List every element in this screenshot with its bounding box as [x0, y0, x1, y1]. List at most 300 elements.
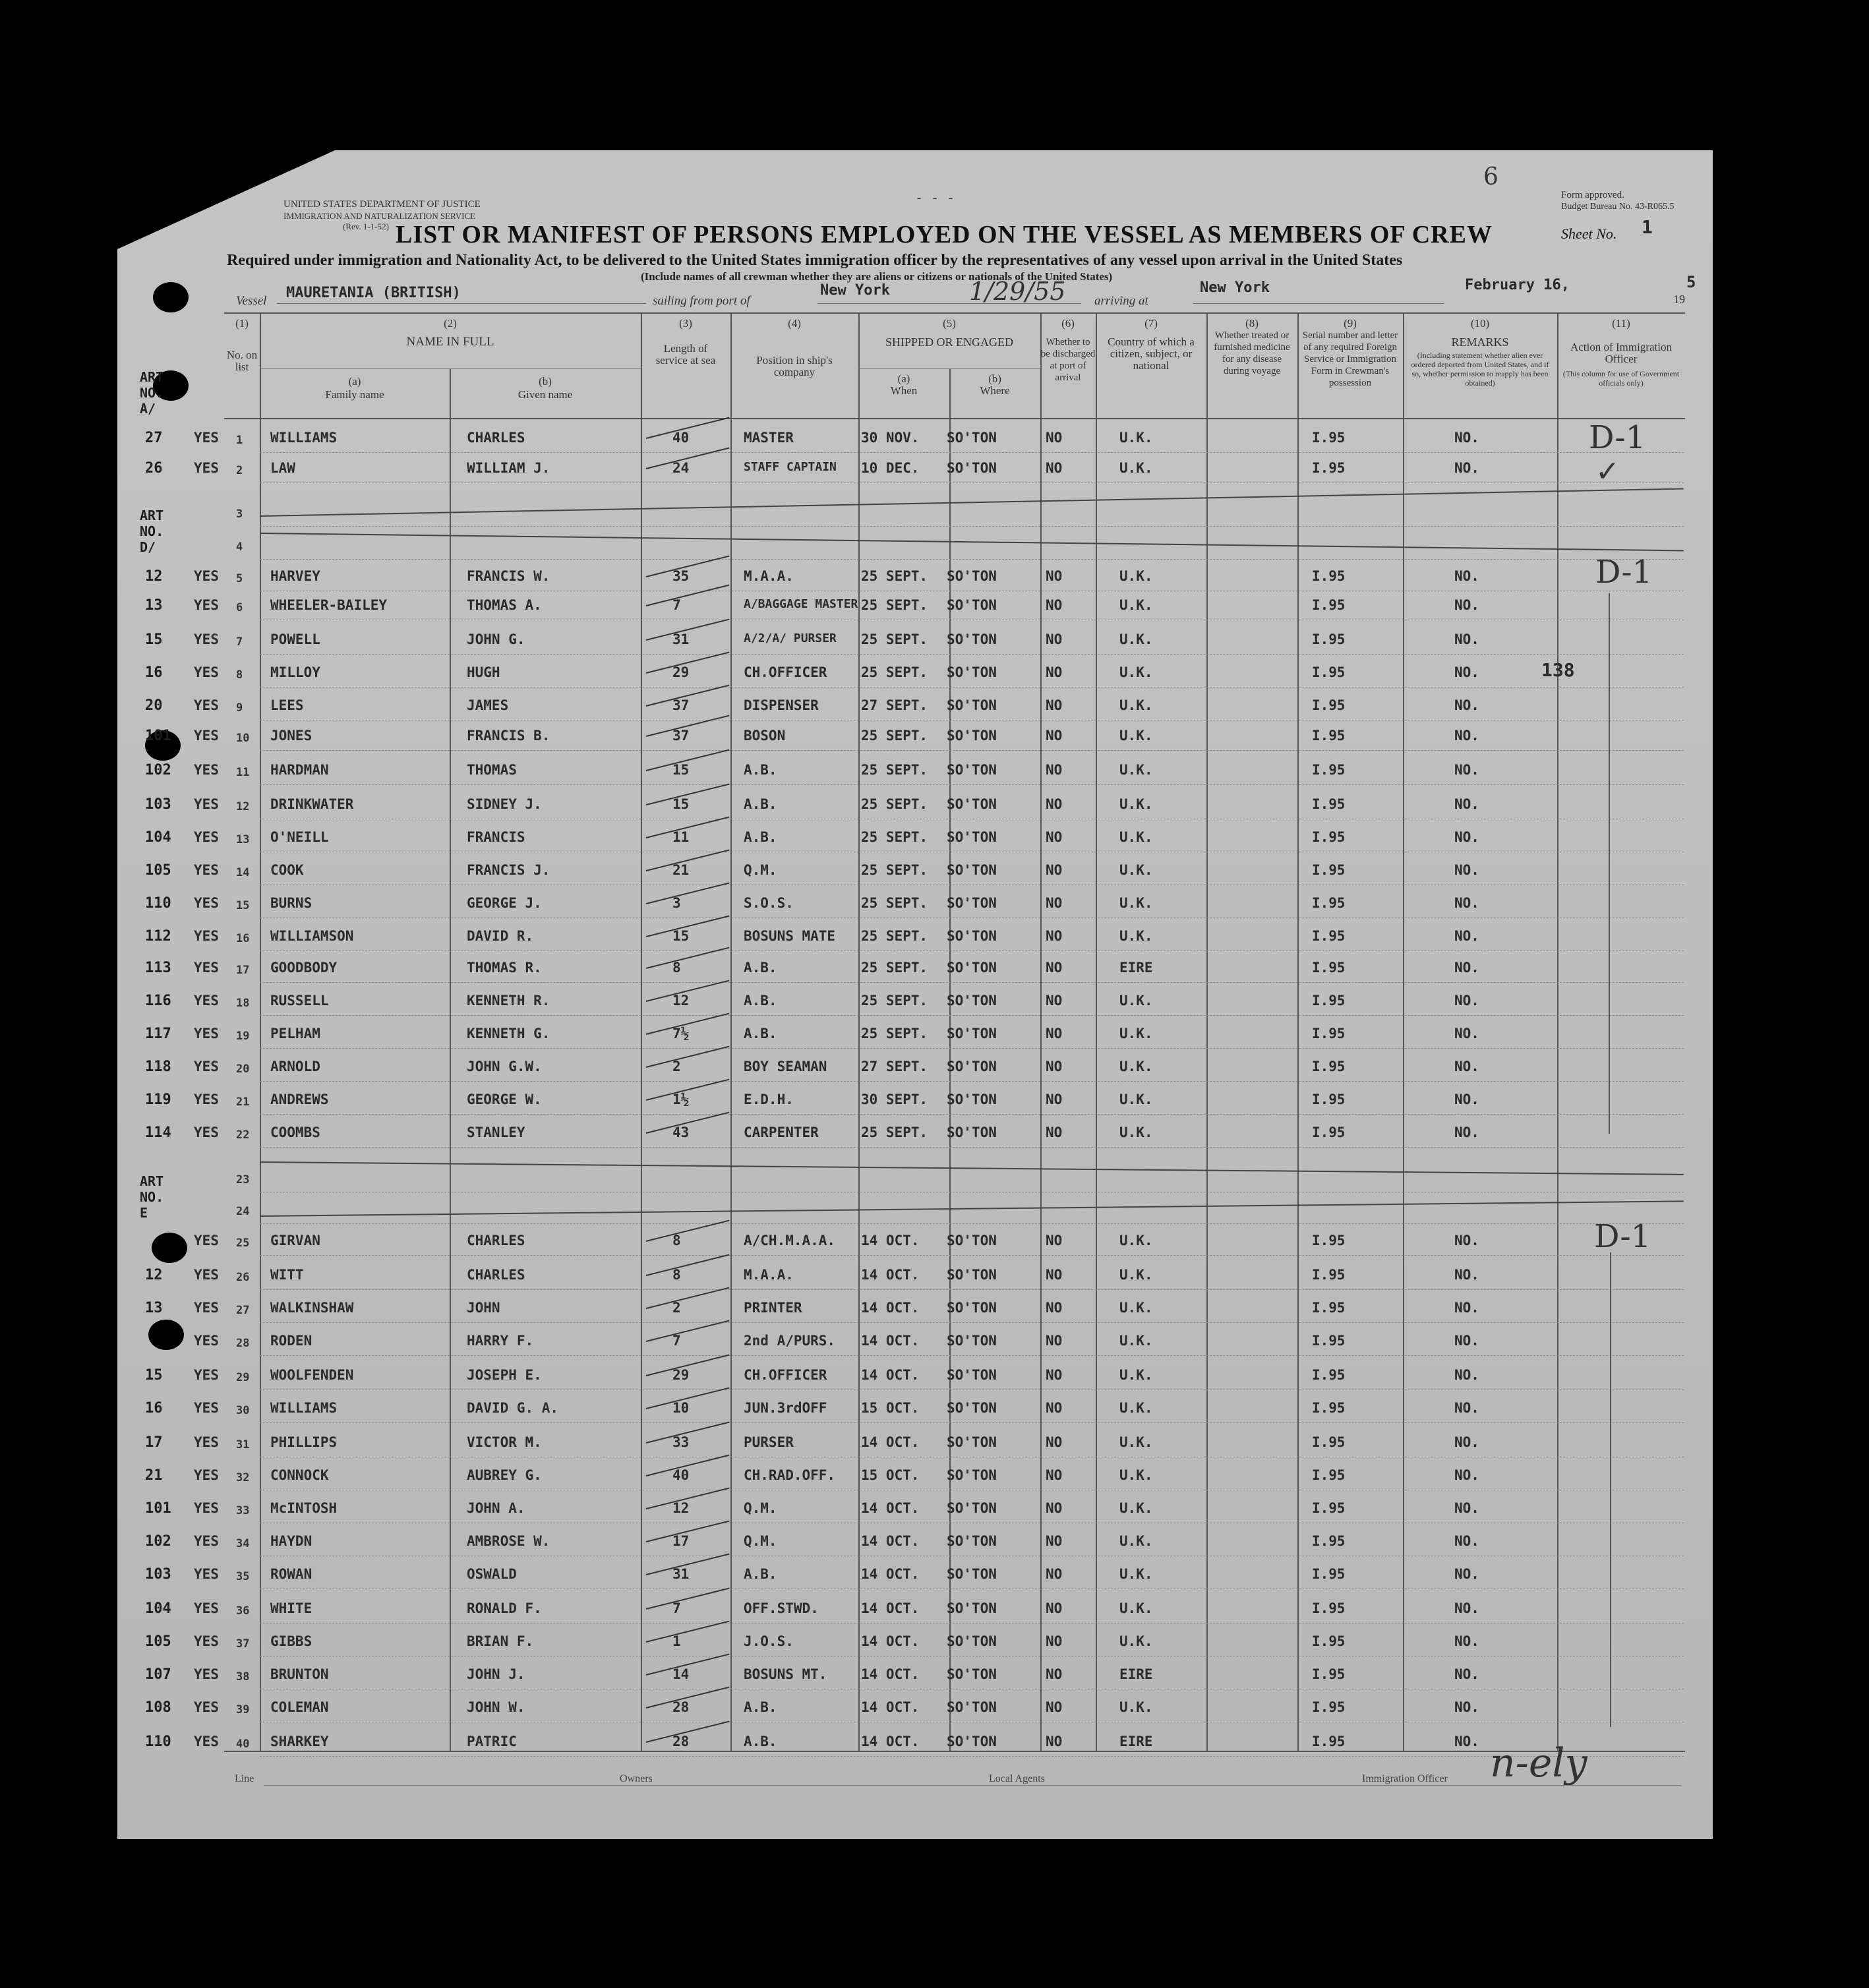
col5a-number: (a) — [897, 372, 910, 385]
row-country: U.K. — [1119, 1267, 1153, 1283]
row-list-number: 18 — [236, 997, 250, 1010]
row-remarks: NO. — [1454, 762, 1479, 778]
row-country: U.K. — [1119, 1333, 1153, 1349]
row-remarks: NO. — [1454, 1633, 1479, 1649]
row-family-name: ROWAN — [270, 1566, 312, 1582]
row-shipped-when: 10 DEC. — [861, 460, 920, 476]
row-service-years: 7 — [672, 1600, 681, 1616]
row-yes-mark: YES — [194, 1367, 219, 1383]
row-shipped-where: SO'TON — [947, 1434, 997, 1450]
arriving-label: arriving at — [1094, 294, 1148, 308]
row-given-name: JOHN W. — [467, 1699, 525, 1715]
row-given-name: AMBROSE W. — [467, 1533, 550, 1549]
row-remarks: NO. — [1454, 1300, 1479, 1316]
row-service-years: 2 — [672, 1059, 681, 1074]
row-yes-mark: YES — [194, 762, 219, 778]
col11-number: (11) — [1612, 317, 1630, 330]
row-yes-mark: YES — [194, 796, 219, 812]
row-art-number: 16 — [145, 1400, 163, 1417]
row-discharge: NO — [1046, 1699, 1063, 1715]
row-art-number: 103 — [145, 796, 171, 813]
col6-number: (6) — [1061, 317, 1075, 330]
row-remarks: NO. — [1454, 430, 1479, 446]
row-remarks: NO. — [1454, 1267, 1479, 1283]
row-shipped-where: SO'TON — [947, 1566, 997, 1582]
table-row — [132, 1425, 1688, 1458]
row-shipped-where: SO'TON — [947, 1666, 997, 1682]
row-list-number: 30 — [236, 1404, 250, 1417]
row-position: MASTER — [744, 430, 794, 446]
row-service-years: 37 — [672, 697, 690, 713]
art-label-d: ART NO. D/ — [140, 508, 164, 555]
row-position: A/2/A/ PURSER — [744, 631, 837, 645]
row-art-number: 114 — [145, 1125, 171, 1141]
arrival-underline — [1193, 303, 1444, 304]
row-remarks: NO. — [1454, 960, 1479, 976]
row-country: U.K. — [1119, 1699, 1153, 1715]
service-strike-mark — [646, 1254, 730, 1276]
row-serial-form: I.95 — [1312, 664, 1346, 680]
row-service-years: 40 — [672, 430, 690, 446]
row-serial-form: I.95 — [1312, 993, 1346, 1009]
row-serial-form: I.95 — [1312, 631, 1346, 647]
row-shipped-when: 14 OCT. — [861, 1333, 920, 1349]
row-rule — [260, 526, 1684, 527]
row-list-number: 32 — [236, 1471, 250, 1484]
row-country: U.K. — [1119, 631, 1153, 647]
row-position: CH.RAD.OFF. — [744, 1467, 836, 1483]
row-rule — [260, 1147, 1684, 1148]
row-art-number: 105 — [145, 1633, 171, 1650]
row-country: U.K. — [1119, 1059, 1153, 1074]
row-remarks: NO. — [1454, 895, 1479, 911]
row-serial-form: I.95 — [1312, 1566, 1346, 1582]
row-art-number: 105 — [145, 862, 171, 879]
row-country: U.K. — [1119, 895, 1153, 911]
row-yes-mark: YES — [194, 1600, 219, 1616]
row-art-number: 101 — [145, 728, 171, 744]
row-position: Q.M. — [744, 1500, 777, 1516]
row-position: A.B. — [744, 960, 777, 976]
row-shipped-when: 14 OCT. — [861, 1666, 920, 1682]
row-service-years: 12 — [672, 993, 690, 1009]
row-service-years: 7½ — [672, 1026, 690, 1041]
row-remarks: NO. — [1454, 1533, 1479, 1549]
row-given-name: JOHN G. — [467, 631, 525, 647]
agency-line-1: UNITED STATES DEPARTMENT OF JUSTICE — [283, 199, 481, 210]
table-row — [132, 494, 1688, 527]
row-rule — [260, 1048, 1684, 1049]
row-rule — [260, 1756, 1684, 1757]
form-revision: (Rev. 1-1-52) — [343, 221, 389, 231]
row-family-name: GOODBODY — [270, 960, 338, 976]
row-discharge: NO — [1046, 568, 1063, 584]
row-art-number: 113 — [145, 960, 171, 976]
row-country: U.K. — [1119, 1400, 1153, 1416]
row-rule — [260, 1114, 1684, 1115]
col10-note: (Including statement whether alien ever ordered deported from United States, and if so, whether permission to reapply has been obtained) — [1411, 351, 1549, 388]
row-shipped-where: SO'TON — [947, 928, 997, 944]
row-list-number: 6 — [236, 601, 243, 614]
row-position: Q.M. — [744, 862, 777, 878]
row-given-name: KENNETH G. — [467, 1026, 550, 1041]
row-service-years: 10 — [672, 1400, 690, 1416]
row-serial-form: I.95 — [1312, 1026, 1346, 1041]
row-yes-mark: YES — [194, 664, 219, 680]
row-position: Q.M. — [744, 1533, 777, 1549]
table-row — [132, 1223, 1688, 1256]
row-shipped-when: 25 SEPT. — [861, 960, 928, 976]
row-serial-form: I.95 — [1312, 1267, 1346, 1283]
col10-number: (10) — [1470, 317, 1490, 330]
row-shipped-when: 25 SEPT. — [861, 862, 928, 878]
row-list-number: 21 — [236, 1096, 250, 1109]
row-shipped-where: SO'TON — [947, 1300, 997, 1316]
row-serial-form: I.95 — [1312, 1467, 1346, 1483]
row-service-years: 1 — [672, 1633, 681, 1649]
row-yes-mark: YES — [194, 993, 219, 1009]
row-given-name: KENNETH R. — [467, 993, 550, 1009]
col2a-header: Family name — [325, 388, 384, 401]
col5b-number: (b) — [988, 372, 1001, 385]
row-service-years: 2 — [672, 1300, 681, 1316]
row-remarks: NO. — [1454, 1333, 1479, 1349]
row-remarks: NO. — [1454, 568, 1479, 584]
row-family-name: O'NEILL — [270, 829, 329, 845]
row-country: U.K. — [1119, 1026, 1153, 1041]
row-shipped-where: SO'TON — [947, 1367, 997, 1383]
row-serial-form: I.95 — [1312, 1600, 1346, 1616]
row-given-name: JOHN — [467, 1300, 500, 1316]
row-yes-mark: YES — [194, 430, 219, 446]
row-rule — [260, 750, 1684, 751]
row-yes-mark: YES — [194, 1267, 219, 1283]
col4-number: (4) — [788, 317, 801, 330]
row-yes-mark: YES — [194, 1059, 219, 1074]
row-list-number: 11 — [236, 766, 250, 779]
row-position: BOSUNS MATE — [744, 928, 836, 944]
row-position: JUN.3rdOFF — [744, 1400, 827, 1416]
row-discharge: NO — [1046, 728, 1063, 744]
row-remarks: NO. — [1454, 697, 1479, 713]
row-position: A/CH.M.A.A. — [744, 1233, 836, 1248]
row-service-years: 8 — [672, 1267, 681, 1283]
row-service-years: 17 — [672, 1533, 690, 1549]
row-discharge: NO — [1046, 1533, 1063, 1549]
table-row — [132, 1258, 1688, 1291]
row-shipped-when: 25 SEPT. — [861, 631, 928, 647]
row-rule — [260, 1255, 1684, 1256]
row-shipped-where: SO'TON — [947, 460, 997, 476]
row-country: U.K. — [1119, 1467, 1153, 1483]
row-yes-mark: YES — [194, 1026, 219, 1041]
row-remarks: NO. — [1454, 1467, 1479, 1483]
row-list-number: 34 — [236, 1537, 250, 1550]
row-serial-form: I.95 — [1312, 862, 1346, 878]
row-shipped-when: 14 OCT. — [861, 1633, 920, 1649]
row-family-name: SHARKEY — [270, 1734, 329, 1749]
table-row — [132, 527, 1688, 560]
row-family-name: COLEMAN — [270, 1699, 329, 1715]
row-art-number: 102 — [145, 1533, 171, 1550]
col5a-header: When — [890, 384, 918, 397]
vessel-label: Vessel — [236, 294, 267, 308]
row-given-name: OSWALD — [467, 1566, 517, 1582]
row-country: U.K. — [1119, 862, 1153, 878]
year-prefix: 19 — [1673, 293, 1685, 306]
table-row — [132, 919, 1688, 952]
row-discharge: NO — [1046, 1125, 1063, 1140]
row-family-name: McINTOSH — [270, 1500, 338, 1516]
row-discharge: NO — [1046, 1566, 1063, 1582]
row-art-number: 119 — [145, 1092, 171, 1108]
row-family-name: HAYDN — [270, 1533, 312, 1549]
footer-rule — [264, 1785, 1681, 1786]
row-serial-form: I.95 — [1312, 1633, 1346, 1649]
row-yes-mark: YES — [194, 1734, 219, 1749]
row-art-number: 117 — [145, 1026, 171, 1042]
row-shipped-where: SO'TON — [947, 862, 997, 878]
row-yes-mark: YES — [194, 1666, 219, 1682]
row-given-name: DAVID R. — [467, 928, 534, 944]
row-given-name: CHARLES — [467, 1233, 525, 1248]
table-header-rule — [224, 418, 1685, 419]
row-shipped-where: SO'TON — [947, 1092, 997, 1107]
row-given-name: THOMAS — [467, 762, 517, 778]
row-discharge: NO — [1046, 895, 1063, 911]
col1-number: (1) — [235, 317, 249, 330]
row-remarks: NO. — [1454, 862, 1479, 878]
row-service-years: 29 — [672, 1367, 690, 1383]
row-art-number: 104 — [145, 1600, 171, 1617]
row-country: U.K. — [1119, 829, 1153, 845]
row-discharge: NO — [1046, 664, 1063, 680]
row-serial-form: I.95 — [1312, 1434, 1346, 1450]
row-serial-form: I.95 — [1312, 1400, 1346, 1416]
row-list-number: 5 — [236, 572, 243, 585]
row-remarks: NO. — [1454, 1600, 1479, 1616]
row-remarks: NO. — [1454, 1059, 1479, 1074]
row-country: U.K. — [1119, 597, 1153, 613]
row-remarks: NO. — [1454, 1367, 1479, 1383]
row-discharge: NO — [1046, 1026, 1063, 1041]
row-discharge: NO — [1046, 1467, 1063, 1483]
row-given-name: VICTOR M. — [467, 1434, 542, 1450]
row-position: PRINTER — [744, 1300, 802, 1316]
row-rule — [260, 784, 1684, 785]
row-given-name: RONALD F. — [467, 1600, 542, 1616]
row-rule — [260, 1289, 1684, 1290]
row-discharge: NO — [1046, 1666, 1063, 1682]
row-remarks: NO. — [1454, 993, 1479, 1009]
row-serial-form: I.95 — [1312, 568, 1346, 584]
table-row — [132, 886, 1688, 919]
row-country: U.K. — [1119, 762, 1153, 778]
row-remarks: NO. — [1454, 1026, 1479, 1041]
row-country: U.K. — [1119, 460, 1153, 476]
row-shipped-when: 25 SEPT. — [861, 895, 928, 911]
row-list-number: 7 — [236, 635, 243, 649]
row-discharge: NO — [1046, 430, 1063, 446]
row-art-number: 21 — [145, 1467, 163, 1484]
row-given-name: CHARLES — [467, 1267, 525, 1283]
row-remarks: NO. — [1454, 664, 1479, 680]
row-serial-form: I.95 — [1312, 762, 1346, 778]
row-art-number: 108 — [145, 1699, 171, 1716]
handwritten-d1: D-1 — [1595, 554, 1653, 591]
row-list-number: 28 — [236, 1337, 250, 1350]
row-position: E.D.H. — [744, 1092, 794, 1107]
row-service-years: 1½ — [672, 1092, 690, 1107]
row-country: EIRE — [1119, 960, 1153, 976]
row-remarks: NO. — [1454, 1500, 1479, 1516]
row-list-number: 17 — [236, 964, 250, 977]
row-service-years: 31 — [672, 1566, 690, 1582]
table-row — [132, 421, 1688, 453]
row-shipped-where: SO'TON — [947, 1600, 997, 1616]
row-country: U.K. — [1119, 568, 1153, 584]
row-service-years: 40 — [672, 1467, 690, 1483]
row-list-number: 9 — [236, 701, 243, 715]
table-row — [132, 559, 1688, 592]
row-given-name: JOHN G.W. — [467, 1059, 542, 1074]
row-shipped-when: 25 SEPT. — [861, 1026, 928, 1041]
service-strike-mark — [646, 1287, 730, 1309]
row-shipped-where: SO'TON — [947, 895, 997, 911]
row-family-name: GIRVAN — [270, 1233, 320, 1248]
row-yes-mark: YES — [194, 862, 219, 878]
row-service-years: 15 — [672, 928, 690, 944]
row-yes-mark: YES — [194, 697, 219, 713]
row-list-number: 15 — [236, 899, 250, 912]
row-shipped-when: 25 SEPT. — [861, 993, 928, 1009]
row-yes-mark: YES — [194, 1633, 219, 1649]
row-list-number: 2 — [236, 464, 243, 477]
page-title: LIST OR MANIFEST OF PERSONS EMPLOYED ON THE VESSEL AS MEMBERS OF CREW — [396, 221, 1493, 248]
row-yes-mark: YES — [194, 1333, 219, 1349]
row-serial-form: I.95 — [1312, 1233, 1346, 1248]
row-shipped-where: SO'TON — [947, 597, 997, 613]
row-shipped-when: 14 OCT. — [861, 1434, 920, 1450]
row-list-number: 37 — [236, 1637, 250, 1651]
row-discharge: NO — [1046, 460, 1063, 476]
row-shipped-when: 14 OCT. — [861, 1367, 920, 1383]
col8-header: Whether treated or furnished medicine for any disease during voyage — [1214, 330, 1290, 376]
row-given-name: GEORGE W. — [467, 1092, 542, 1107]
row-family-name: WHEELER-BAILEY — [270, 597, 388, 613]
row-remarks: NO. — [1454, 1233, 1479, 1248]
row-serial-form: I.95 — [1312, 1699, 1346, 1715]
row-serial-form: I.95 — [1312, 895, 1346, 911]
row-shipped-when: 27 SEPT. — [861, 697, 928, 713]
row-position: BOSON — [744, 728, 786, 744]
row-art-number: 27 — [145, 430, 163, 446]
row-country: U.K. — [1119, 1233, 1153, 1248]
row-rule — [260, 982, 1684, 983]
row-list-number: 29 — [236, 1371, 250, 1384]
row-position: M.A.A. — [744, 1267, 794, 1283]
row-country: U.K. — [1119, 697, 1153, 713]
row-list-number: 4 — [236, 541, 243, 554]
row-shipped-when: 14 OCT. — [861, 1734, 920, 1749]
row-service-years: 28 — [672, 1699, 690, 1715]
budget-number: Budget Bureau No. 43-R065.5 — [1561, 202, 1675, 212]
row-service-years: 31 — [672, 631, 690, 647]
service-strike-mark — [646, 1220, 730, 1242]
row-shipped-where: SO'TON — [947, 1233, 997, 1248]
row-yes-mark: YES — [194, 1092, 219, 1107]
row-family-name: WILLIAMSON — [270, 928, 354, 944]
handwritten-d1: D-1 — [1594, 1218, 1651, 1255]
col1-header: No. on list — [226, 349, 258, 373]
row-position: A.B. — [744, 993, 777, 1009]
row-list-number: 20 — [236, 1063, 250, 1076]
row-serial-form: I.95 — [1312, 1300, 1346, 1316]
row-family-name: RUSSELL — [270, 993, 329, 1009]
col4-header: Position in ship's company — [756, 354, 833, 378]
row-shipped-where: SO'TON — [947, 1734, 997, 1749]
row-art-number: 13 — [145, 1300, 163, 1316]
row-list-number: 13 — [236, 833, 250, 846]
col5-header: SHIPPED OR ENGAGED — [885, 336, 1013, 349]
row-position: BOY SEAMAN — [744, 1059, 827, 1074]
table-row — [132, 1391, 1688, 1424]
row-position: CARPENTER — [744, 1125, 819, 1140]
table-row — [132, 950, 1688, 983]
row-art-number: 20 — [145, 697, 163, 714]
service-strike-mark — [646, 1046, 730, 1068]
row-shipped-when: 14 OCT. — [861, 1233, 920, 1248]
row-art-number: 102 — [145, 762, 171, 778]
row-shipped-when: 15 OCT. — [861, 1400, 920, 1416]
row-art-number: 15 — [145, 1367, 163, 1384]
row-list-number: 24 — [236, 1205, 250, 1218]
row-shipped-when: 25 SEPT. — [861, 796, 928, 812]
row-service-years: 7 — [672, 597, 681, 613]
punch-hole — [153, 282, 189, 312]
row-list-number: 16 — [236, 932, 250, 945]
row-serial-form: I.95 — [1312, 697, 1346, 713]
row-shipped-when: 14 OCT. — [861, 1300, 920, 1316]
col9-number: (9) — [1344, 317, 1357, 330]
handwritten-d1: D-1 — [1589, 419, 1646, 456]
sailing-label: sailing from port of — [653, 294, 750, 308]
table-row — [132, 1690, 1688, 1723]
row-position: STAFF CAPTAIN — [744, 460, 837, 474]
row-family-name: WILLIAMS — [270, 1400, 338, 1416]
row-yes-mark: YES — [194, 829, 219, 845]
row-position: A.B. — [744, 1026, 777, 1041]
row-art-number: 17 — [145, 1434, 163, 1451]
row-yes-mark: YES — [194, 928, 219, 944]
row-yes-mark: YES — [194, 1467, 219, 1483]
row-country: U.K. — [1119, 728, 1153, 744]
row-remarks: NO. — [1454, 928, 1479, 944]
row-service-years: 8 — [672, 1233, 681, 1248]
row-family-name: PELHAM — [270, 1026, 320, 1041]
row-country: U.K. — [1119, 430, 1153, 446]
row-country: U.K. — [1119, 1633, 1153, 1649]
row-serial-form: I.95 — [1312, 796, 1346, 812]
table-row — [132, 1624, 1688, 1657]
row-given-name: HARRY F. — [467, 1333, 534, 1349]
row-shipped-where: SO'TON — [947, 1267, 997, 1283]
row-discharge: NO — [1046, 1400, 1063, 1416]
row-remarks: NO. — [1454, 1434, 1479, 1450]
row-shipped-where: SO'TON — [947, 664, 997, 680]
row-serial-form: I.95 — [1312, 1500, 1346, 1516]
port-from: New York — [820, 282, 890, 299]
